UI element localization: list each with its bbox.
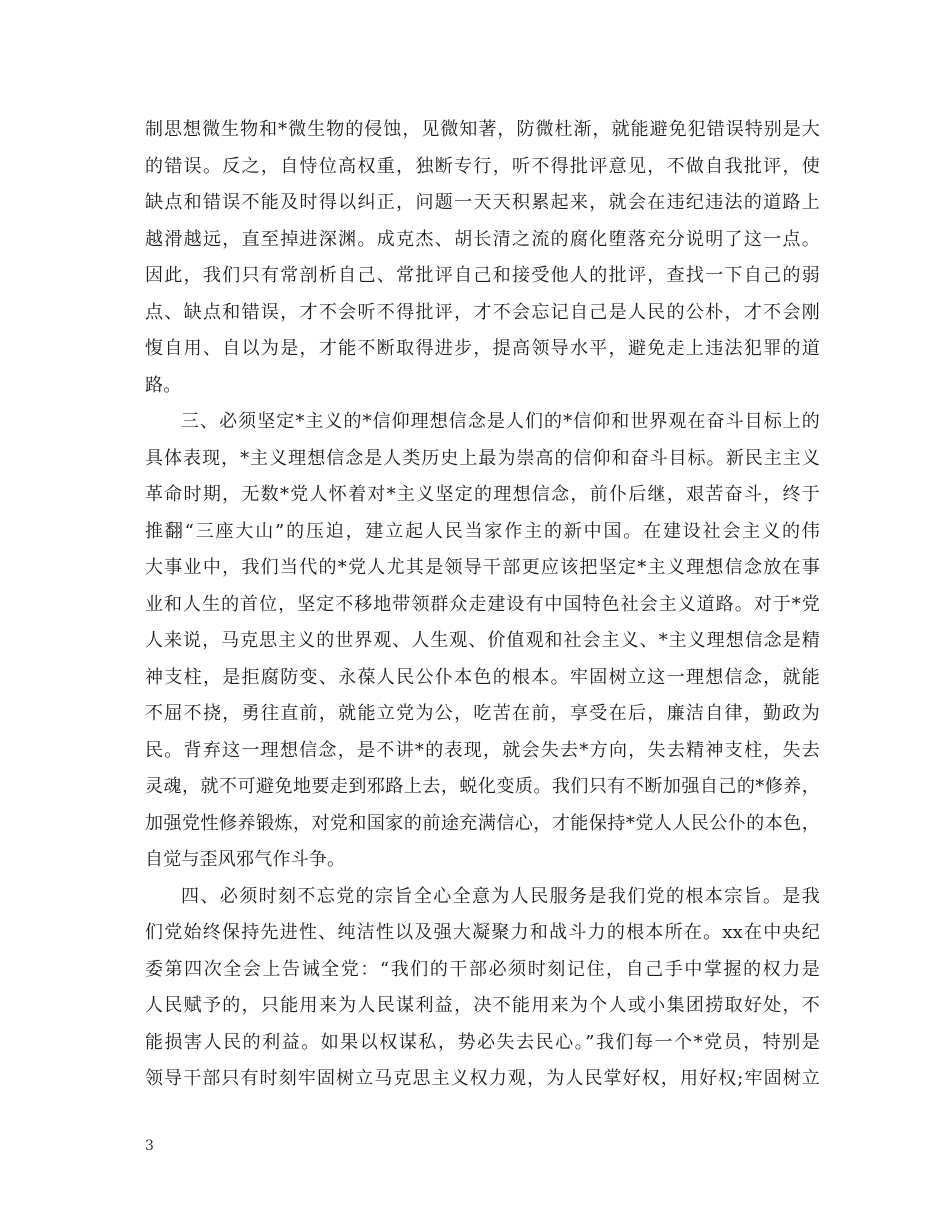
text-line: 越滑越远，直至掉进深渊。成克杰、胡长清之流的腐化堕落充分说明了这一点。	[145, 228, 820, 250]
text-line: 具体表现，*主义理想信念是人类历史上最为崇高的信仰和奋斗目标。新民主主义	[145, 447, 820, 469]
text-line: 推翻“三座大山”的压迫，建立起人民当家作主的新中国。在建设社会主义的伟	[145, 520, 820, 542]
text-line: 灵魂，就不可避免地要走到邪路上去，蜕化变质。我们只有不断加强自己的*修养，	[145, 776, 820, 797]
text-line: 能损害人民的利益。如果以权谋私，势必失去民心。”我们每一个*党员，特别是	[145, 1031, 820, 1053]
text-line: 点、缺点和错误，才不会听不得批评，才不会忘记自己是人民的公朴，才不会刚	[145, 301, 820, 323]
text-line: 们党始终保持先进性、纯洁性以及强大凝聚力和战斗力的根本所在。xx在中央纪	[145, 922, 820, 943]
text-line: 领导干部只有时刻牢固树立马克思主义权力观，为人民掌好权，用好权;牢固树立	[145, 1068, 820, 1089]
text-line: 因此，我们只有常剖析自己、常批评自己和接受他人的批评，查找一下自己的弱	[145, 265, 820, 286]
text-line: 业和人生的首位，坚定不移地带领群众走建设有中国特色社会主义道路。对于*党	[145, 593, 820, 615]
text-line: 的错误。反之，自恃位高权重，独断专行，听不得批评意见，不做自我批评，使	[145, 155, 820, 177]
text-line: 加强党性修养锻炼，对党和国家的前途充满信心，才能保持*党人人民公仆的本色，	[145, 812, 820, 834]
text-line: 革命时期，无数*党人怀着对*主义坚定的理想信念，前仆后继，艰苦奋斗，终于	[145, 484, 820, 505]
document-body	[145, 112, 820, 1098]
text-line: 自觉与歪风邪气作斗争。	[145, 849, 346, 870]
text-line: 缺点和错误不能及时得以纠正，问题一天天积累起来，就会在违纪违法的道路上	[145, 192, 820, 213]
text-line: 人民赋予的，只能用来为人民谋利益，决不能用来为个人或小集团捞取好处，不	[145, 995, 820, 1016]
text-line: 不屈不挠，勇往直前，就能立党为公，吃苦在前，享受在后，廉洁自律，勤政为	[145, 703, 820, 724]
paragraph-start-line: 四、必须时刻不忘党的宗旨全心全意为人民服务是我们党的根本宗旨。是我	[181, 885, 820, 907]
page-number: 3	[145, 1138, 154, 1154]
paragraph-start-line: 三、必须坚定*主义的*信仰理想信念是人们的*信仰和世界观在奋斗目标上的	[181, 411, 820, 432]
text-line: 路。	[145, 374, 182, 396]
text-line: 大事业中，我们当代的*党人尤其是领导干部更应该把坚定*主义理想信念放在事	[145, 557, 820, 578]
text-line: 神支柱，是拒腐防变、永葆人民公仆本色的根本。牢固树立这一理想信念，就能	[145, 666, 820, 688]
text-line: 愎自用、自以为是，才能不断取得进步，提高领导水平，避免走上违法犯罪的道	[145, 338, 820, 359]
text-line: 民。背弃这一理想信念，是不讲*的表现，就会失去*方向，失去精神支柱，失去	[145, 739, 820, 761]
text-line: 委第四次全会上告诫全党：“我们的干部必须时刻记住，自己手中掌握的权力是	[145, 958, 820, 980]
text-line: 人来说，马克思主义的世界观、人生观、价值观和社会主义、*主义理想信念是精	[145, 630, 820, 651]
text-line: 制思想微生物和*微生物的侵蚀，见微知著，防微杜渐，就能避免犯错误特别是大	[145, 119, 820, 140]
